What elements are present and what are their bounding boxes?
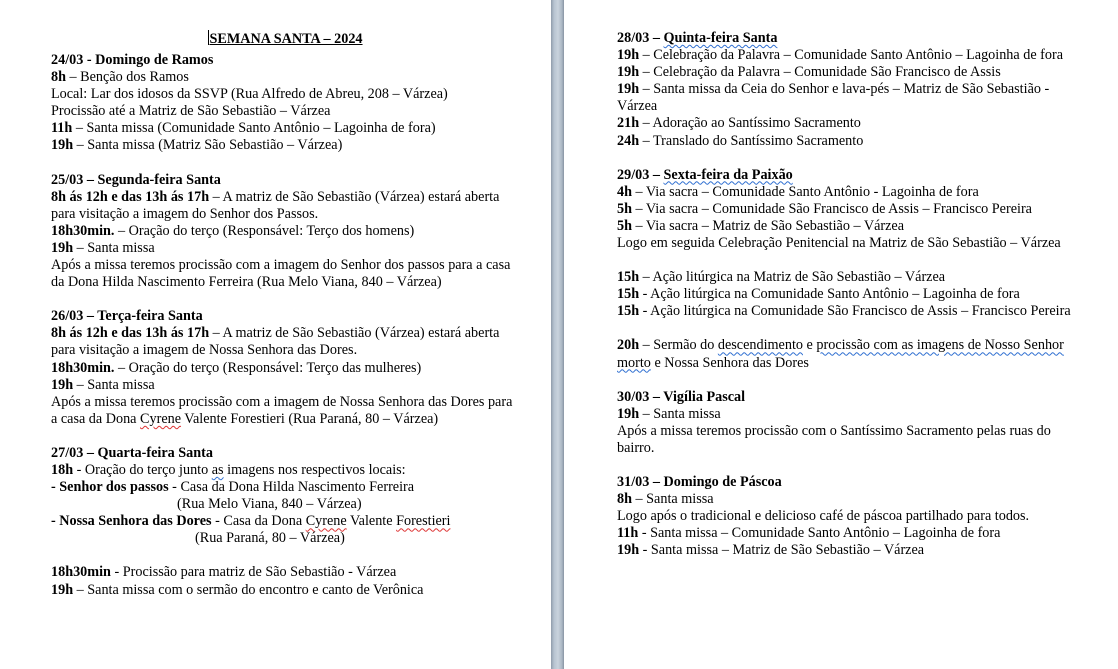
day-24-03: 24/03 - Domingo de Ramos 8h – Benção dos Ramos Local: Lar dos idosos da SSVP (Rua Alfredo de Abreu, 208 – Várzea) Procissão até a Matriz de São Sebastião – Várzea 11h – Santa missa (Comunidade Santo Antônio – Lagoinha de fora) 19h – Santa missa (Matriz São Sebastião – Várzea) <box>51 52 448 154</box>
day-heading: 28/03 – Quinta-feira Santa <box>617 30 778 46</box>
day-31-03: 31/03 – Domingo de Páscoa 8h – Santa missa Logo após o tradicional e delicioso café de páscoa partilhado para todos. 11h - Santa missa – Comunidade Santo Antônio – Lagoinha de fora 19h - Santa missa – Matriz de São Sebastião – Várzea <box>617 473 1030 559</box>
sermon: 20h – Sermão do descendimento e procissão com as imagens de Nosso Senhor morto e Nossa Senhora das Dores <box>617 337 1064 371</box>
day-heading: 29/03 – Sexta-feira da Paixão <box>617 166 793 183</box>
day-30-03: 30/03 – Vigília Pascal 19h – Santa missa Após a missa teremos procissão com o Santíssimo Sacramento pelas ruas do bairro. <box>617 388 1051 456</box>
left-column <box>51 30 521 616</box>
right-column <box>617 30 1087 576</box>
day-27-03: 27/03 – Quarta-feira Santa 18h - Oração do terço junto as imagens nos respectivos locais: - Senhor dos passos - Casa da Dona Hilda Nascimento Ferreira (Rua Melo Viana, 840 – Várzea) - Nossa Senhora das Dores - Casa da Dona Cyrene Valente Forestieri (Rua Paraná, 80 – Várzea) <box>51 444 451 547</box>
day-28-03: 28/03 – Quinta-feira Santa 19h – Celebração da Palavra – Comunidade Santo Antônio – Lagoinha de fora 19h – Celebração da Palavra – Comunidade São Francisco de Assis 19h – Santa missa da Ceia do Senhor e lava-pés – Matriz de São Sebastião - Várzea 21h – Adoração ao Santíssimo Sacramento 24h – Translado do Santíssimo Sacramento <box>617 30 1064 149</box>
document-title: SEMANA SANTA – 2024 <box>209 31 363 47</box>
page-gutter <box>551 0 564 669</box>
day-29-03: 29/03 – Sexta-feira da Paixão 4h – Via sacra – Comunidade Santo Antônio - Lagoinha de fora 5h – Via sacra – Comunidade São Francisco de Assis – Francisco Pereira 5h – Via sacra – Matriz de São Sebastião – Várzea Logo em seguida Celebração Penitencial na Matriz de São Sebastião – Várzea <box>617 166 1061 252</box>
day-25-03: 25/03 – Segunda-feira Santa 8h ás 12h e das 13h ás 17h – A matriz de São Sebastião (Várzea) estará aberta para visitação a imagem do Senhor dos Passos. 18h30min. – Oração do terço (Responsável: Terço dos homens) 19h – Santa missa Após a missa teremos procissão com a imagem do Senhor dos passos para a casa da Dona Hilda Nascimento Ferreira (Rua Melo Viana, 840 – Várzea) <box>51 171 511 291</box>
day-heading: 30/03 – Vigília Pascal <box>617 388 746 405</box>
day-27-03-evening: 18h30min - Procissão para matriz de São Sebastião - Várzea 19h – Santa missa com o sermão do encontro e canto de Verônica <box>51 564 424 598</box>
right-page <box>564 0 1118 669</box>
day-heading: 26/03 – Terça-feira Santa <box>51 308 203 325</box>
day-heading: 31/03 – Domingo de Páscoa <box>617 473 782 490</box>
day-heading: 24/03 - Domingo de Ramos <box>51 52 214 68</box>
day-heading: 25/03 – Segunda-feira Santa <box>51 171 221 188</box>
day-26-03: 26/03 – Terça-feira Santa 8h ás 12h e das 13h ás 17h – A matriz de São Sebastião (Várzea) estará aberta para visitação a imagem de Nossa Senhora das Dores. 18h30min. – Oração do terço (Responsável: Terço das mulheres) 19h – Santa missa Após a missa teremos procissão com a imagem de Nossa Senhora das Dores para a casa da Dona Cyrene Valente Forestieri (Rua Paraná, 80 – Várzea) <box>51 308 513 427</box>
left-page <box>0 0 551 669</box>
liturgical-actions: 15h – Ação litúrgica na Matriz de São Sebastião – Várzea 15h - Ação litúrgica na Comunidade Santo Antônio – Lagoinha de fora 15h - Ação litúrgica na Comunidade São Francisco de Assis – Francisco Pereira <box>617 269 1071 320</box>
day-heading: 27/03 – Quarta-feira Santa <box>51 444 213 461</box>
